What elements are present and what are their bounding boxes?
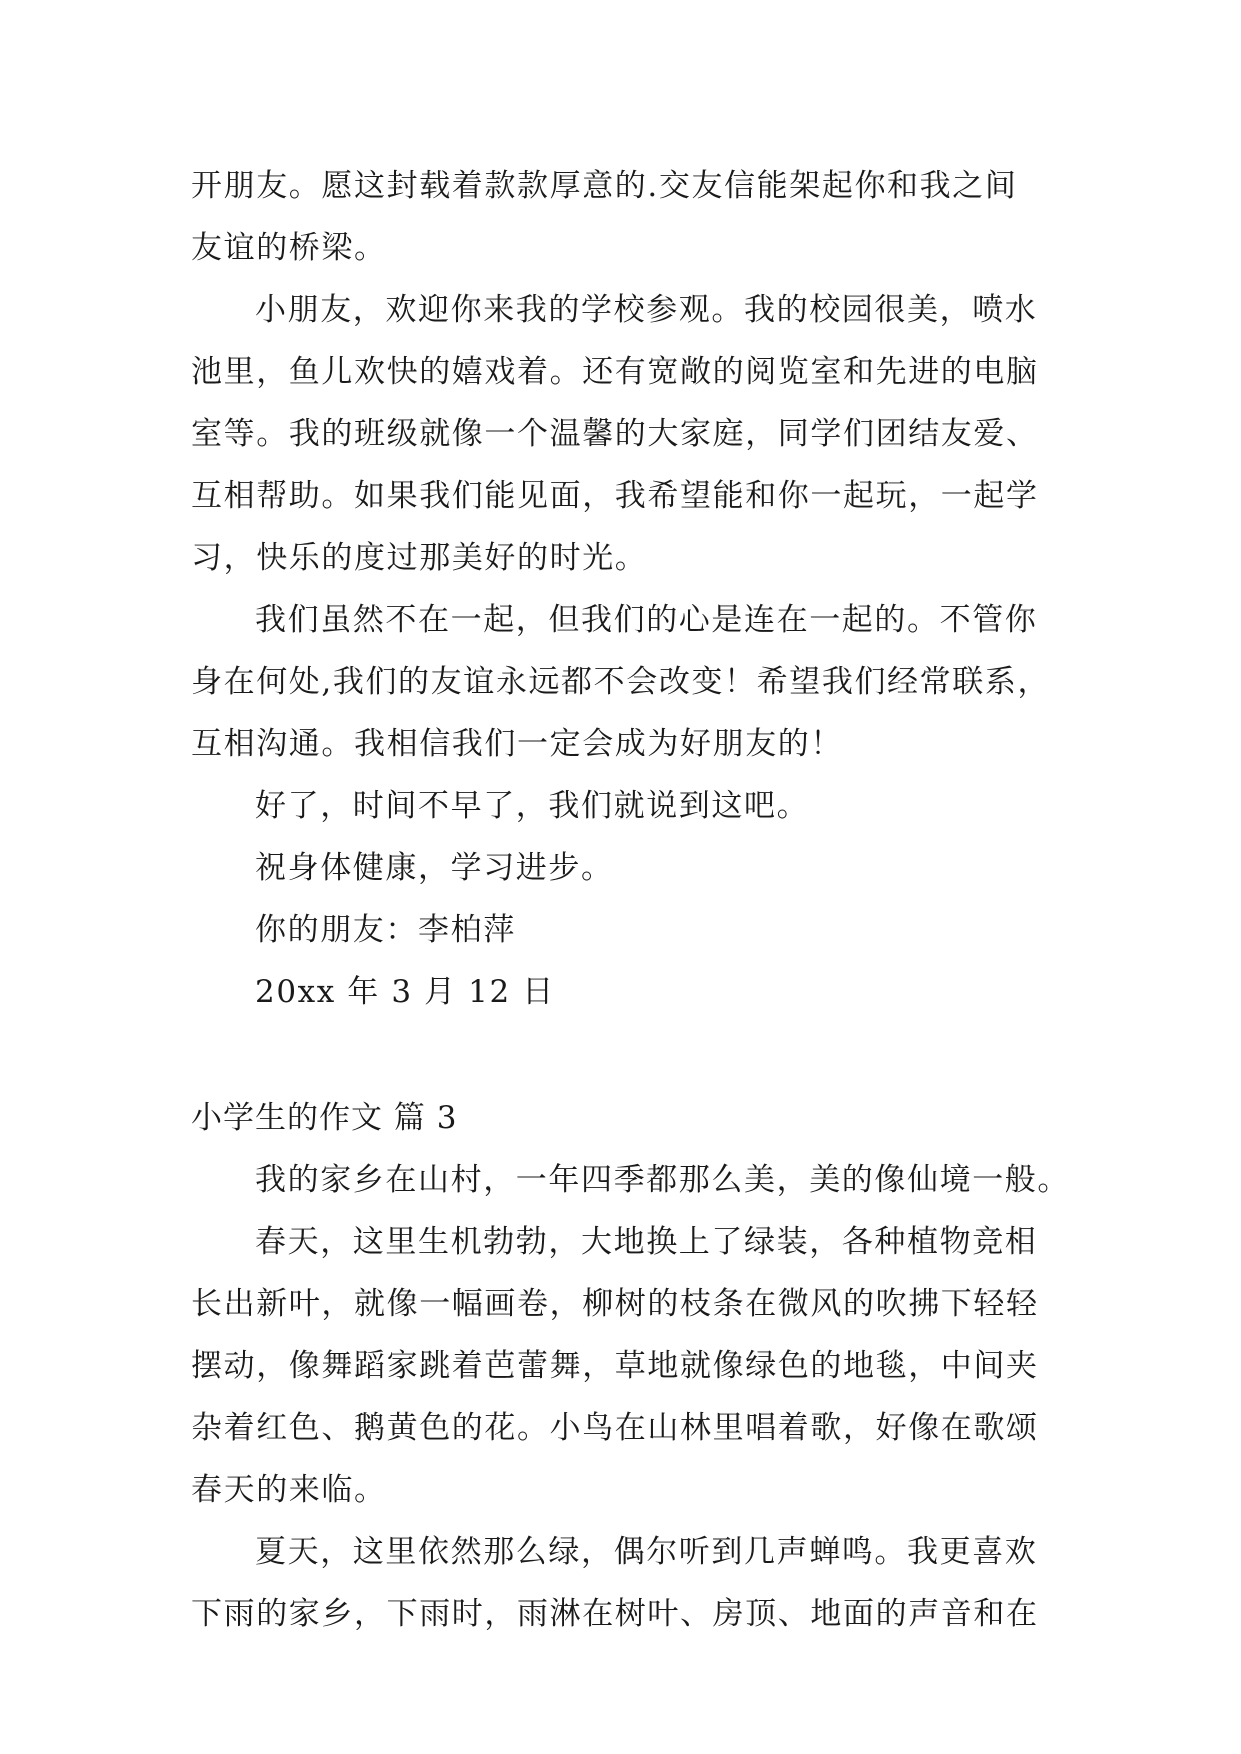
text-line: 习，快乐的度过那美好的时光。 (191, 540, 648, 576)
signature-line: 你的朋友：李柏萍 (255, 912, 516, 948)
text-line: 春天，这里生机勃勃，大地换上了绿装，各种植物竞相 (255, 1224, 1038, 1260)
text-line: 互相沟通。我相信我们一定会成为好朋友的！ (191, 726, 843, 762)
date-line: 20xx 年 3 月 12 日 (255, 974, 555, 1010)
text-line: 友谊的桥梁。 (191, 230, 387, 266)
text-line: 室等。我的班级就像一个温馨的大家庭，同学们团结友爱、 (191, 416, 1039, 452)
text-line: 身在何处,我们的友谊永远都不会改变！希望我们经常联系， (191, 664, 1051, 700)
text-line: 祝身体健康，学习进步。 (255, 850, 614, 886)
text-line: 杂着红色、鹅黄色的花。小鸟在山林里唱着歌，好像在歌颂 (191, 1410, 1039, 1446)
document-page (191, 155, 1070, 1645)
text-line: 下雨的家乡，下雨时，雨淋在树叶、房顶、地面的声音和在 (191, 1596, 1039, 1632)
text-line: 好了，时间不早了，我们就说到这吧。 (255, 788, 810, 824)
text-line: 夏天，这里依然那么绿，偶尔听到几声蝉鸣。我更喜欢 (255, 1534, 1038, 1570)
text-line: 开朋友。愿这封载着款款厚意的.交友信能架起你和我之间 (191, 168, 1018, 204)
text-line: 互相帮助。如果我们能见面，我希望能和你一起玩，一起学 (191, 478, 1039, 514)
text-line: 摆动，像舞蹈家跳着芭蕾舞，草地就像绿色的地毯，中间夹 (191, 1348, 1039, 1384)
text-line: 春天的来临。 (191, 1472, 387, 1508)
text-line: 长出新叶，就像一幅画卷，柳树的枝条在微风的吹拂下轻轻 (191, 1286, 1039, 1322)
section-heading: 小学生的作文 篇 3 (191, 1100, 458, 1136)
text-line: 池里，鱼儿欢快的嬉戏着。还有宽敞的阅览室和先进的电脑 (191, 354, 1039, 390)
text-line: 小朋友，欢迎你来我的学校参观。我的校园很美，喷水 (255, 292, 1038, 328)
text-line: 我的家乡在山村，一年四季都那么美，美的像仙境一般。 (255, 1162, 1070, 1198)
text-line: 我们虽然不在一起，但我们的心是连在一起的。不管你 (255, 602, 1038, 638)
spacer (191, 1023, 1051, 1087)
